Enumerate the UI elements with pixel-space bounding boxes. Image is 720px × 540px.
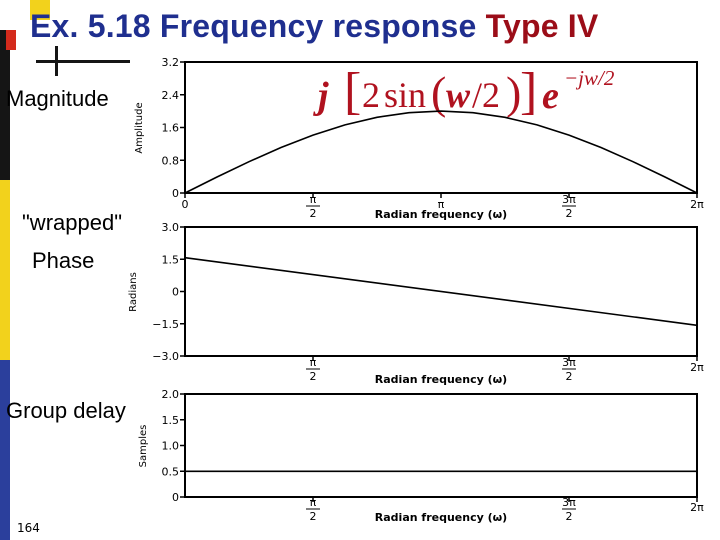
x-tick-label: 3π [562, 496, 576, 509]
y-tick-label: 1.0 [161, 439, 179, 453]
deco-blue-bar [0, 360, 10, 540]
plot-frame-3 [185, 394, 697, 497]
phase-label: Phase [32, 248, 95, 273]
series-line-2 [185, 258, 697, 326]
x-tick-label: 3π [562, 193, 576, 206]
y-tick-label: 2.0 [161, 388, 179, 401]
title-suffix: Type IV [485, 8, 599, 44]
deco-red-square [6, 30, 16, 50]
formula-two: 2 [362, 75, 380, 115]
formula-exponent: −jw/2 [564, 66, 615, 90]
formula-j: j [318, 75, 329, 117]
x-tick-label: 2π [690, 501, 704, 514]
y-tick-label: 1.6 [161, 121, 179, 135]
x-axis-label: Radian frequency (ω) [374, 208, 508, 221]
x-tick-label: π [309, 356, 317, 369]
y-tick-label: 1.5 [161, 413, 179, 427]
x-tick-label: 3π [562, 356, 576, 369]
y-tick-label: 0 [172, 491, 179, 504]
x-tick-label: 2π [690, 198, 704, 211]
deco-black-line [36, 60, 130, 63]
magnitude-label: Magnitude [6, 86, 109, 111]
y-tick-label: −1.5 [152, 317, 179, 331]
y-tick-label: 0 [172, 285, 179, 299]
y-tick-label: 3.2 [161, 56, 179, 69]
y-tick-label: 2.4 [161, 88, 179, 102]
formula-sin: sin [384, 75, 427, 115]
x-axis-label: Radian frequency (ω) [374, 373, 508, 386]
formula-paren-left: ( [431, 67, 447, 118]
page-number: 164 [17, 521, 40, 535]
series-line-1 [185, 111, 697, 193]
y-tick-label: 0.5 [161, 465, 179, 479]
formula-e: e [542, 75, 559, 117]
group-delay-label: Group delay [6, 398, 126, 423]
formula-bracket-left: [ [344, 63, 362, 120]
x-tick-label-denominator: 2 [309, 510, 317, 523]
y-tick-label: 0.8 [161, 154, 179, 168]
title-prefix: Ex. 5.18 Frequency response [30, 8, 477, 44]
y-tick-label: −3.0 [152, 350, 179, 363]
x-tick-label-denominator: 2 [565, 370, 573, 383]
y-axis-label: Radians [128, 272, 139, 312]
slide-title [30, 8, 598, 45]
x-tick-label: 2π [690, 361, 704, 374]
formula-paren-right: ) [506, 67, 522, 118]
formula-bracket-right: ] [520, 63, 538, 120]
y-axis-label: Amplitude [134, 102, 145, 154]
deco-black-vline [55, 46, 58, 76]
y-tick-label: 1.5 [161, 253, 179, 267]
x-tick-label-denominator: 2 [309, 370, 317, 383]
y-axis-label: Samples [138, 424, 149, 468]
y-tick-label: 0 [172, 187, 179, 200]
x-tick-label-denominator: 2 [565, 207, 573, 220]
y-tick-label: 3.0 [161, 221, 179, 234]
wrapped-label: "wrapped" [22, 210, 123, 235]
deco-yellow-bar [0, 180, 10, 360]
x-tick-label: 0 [181, 198, 189, 211]
x-tick-label-denominator: 2 [309, 207, 317, 220]
x-tick-label-denominator: 2 [565, 510, 573, 523]
x-tick-label: π [437, 198, 445, 211]
formula-slash2: /2 [472, 75, 501, 115]
x-axis-label: Radian frequency (ω) [374, 511, 508, 524]
plot-frame-2 [185, 227, 697, 356]
x-tick-label: π [309, 496, 317, 509]
formula-w: w [446, 75, 471, 115]
x-tick-label: π [309, 193, 317, 206]
